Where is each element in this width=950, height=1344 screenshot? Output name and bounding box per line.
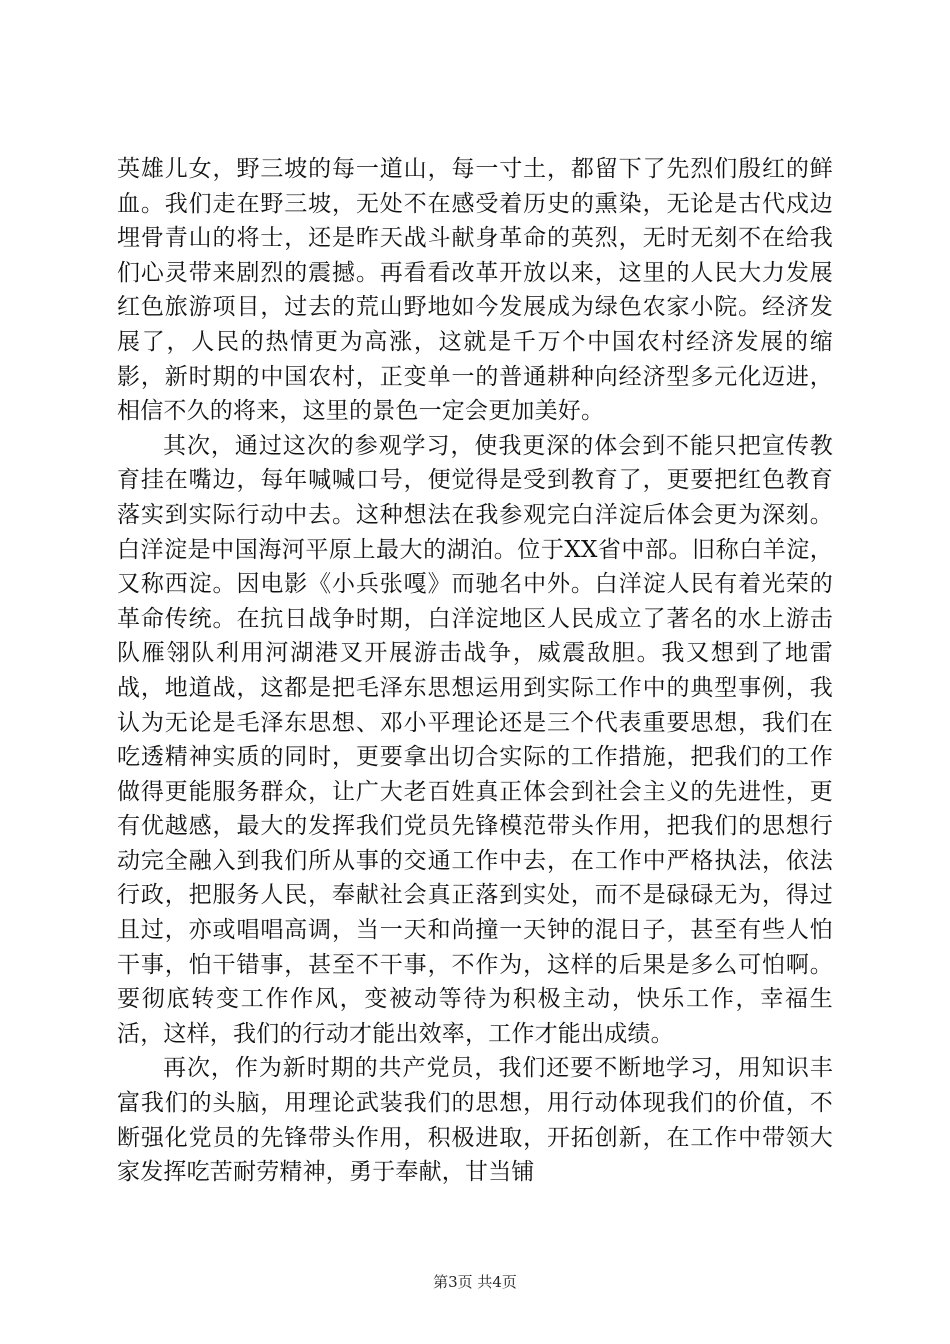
- document-body: [117, 152, 833, 1190]
- page-footer: 第3页 共4页: [433, 1273, 517, 1291]
- paragraph-1: 英雄儿女，野三坡的每一道山，每一寸土，都留下了先烈们殷红的鲜血。我们走在野三坡，无处不在感受着历史的熏染，无论是古代戍边埋骨青山的将士，还是昨天战斗献身革命的英烈，无时无刻不在给我们心灵带来剧烈的震撼。再看看改革开放以来，这里的人民大力发展红色旅游项目，过去的荒山野地如今发展成为绿色农家小院。经济发展了，人民的热情更为高涨，这就是千万个中国农村经济发展的缩影，新时期的中国农村，正变单一的普通耕种向经济型多元化迈进，相信不久的将来，这里的景色一定会更加美好。: [117, 156, 833, 425]
- paragraph-3: 再次，作为新时期的共产党员，我们还要不断地学习，用知识丰富我们的头脑，用理论武装我们的思想，用行动体现我们的价值，不断强化党员的先锋带头作用，积极进取，开拓创新，在工作中带领大家发挥吃苦耐劳精神，勇于奉献，甘当铺: [117, 1055, 833, 1186]
- paragraph-2: 其次，通过这次的参观学习，使我更深的体会到不能只把宣传教育挂在嘴边，每年喊喊口号，便觉得是受到教育了，更要把红色教育落实到实际行动中去。这种想法在我参观完白洋淀后体会更为深刻。白洋淀是中国海河平原上最大的湖泊。位于XX省中部。旧称白羊淀，又称西淀。因电影《小兵张嘎》而驰名中外。白洋淀人民有着光荣的革命传统。在抗日战争时期，白洋淀地区人民成立了著名的水上游击队雁翎队利用河湖港叉开展游击战争，威震敌胆。我又想到了地雷战，地道战，这都是把毛泽东思想运用到实际工作中的典型事例，我认为无论是毛泽东思想、邓小平理论还是三个代表重要思想，我们在吃透精神实质的同时，更要拿出切合实际的工作措施，把我们的工作做得更能服务群众，让广大老百姓真正体会到社会主义的先进性，更有优越感，最大的发挥我们党员先锋模范带头作用，把我们的思想行动完全融入到我们所从事的交通工作中去，在工作中严格执法，依法行政，把服务人民，奉献社会真正落到实处，而不是碌碌无为，得过且过，亦或唱唱高调，当一天和尚撞一天钟的混日子，甚至有些人怕干事，怕干错事，甚至不干事，不作为，这样的后果是多么可怕啊。要彻底转变工作作风，变被动等待为积极主动，快乐工作，幸福生活，这样，我们的行动才能出效率，工作才能出成绩。: [117, 432, 833, 1047]
